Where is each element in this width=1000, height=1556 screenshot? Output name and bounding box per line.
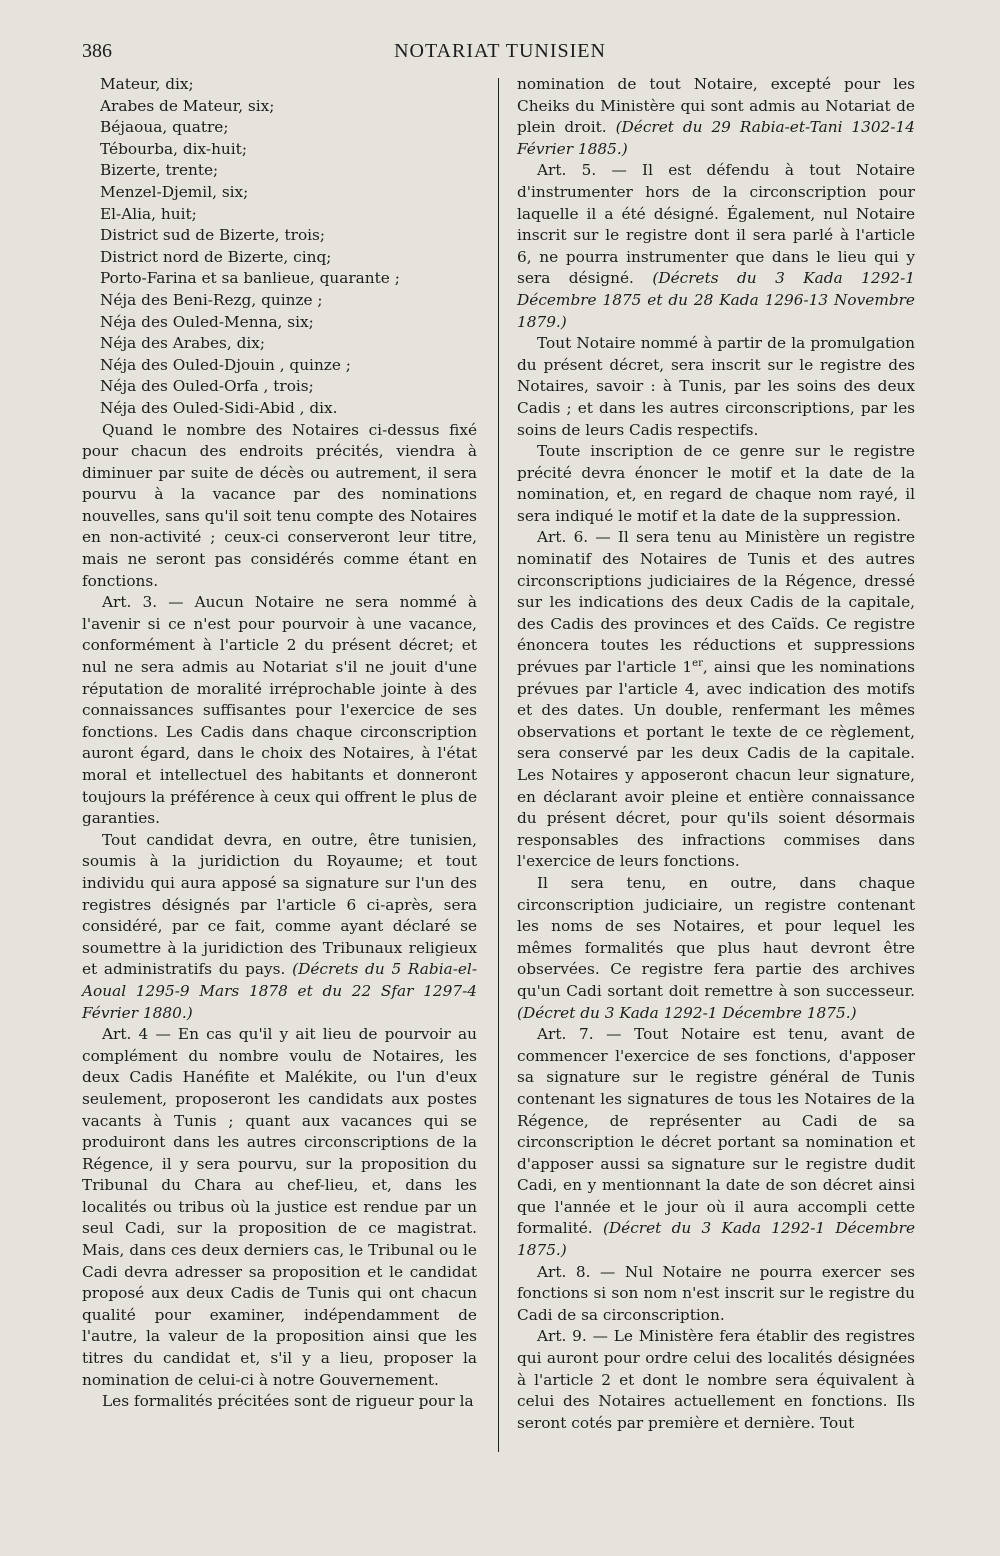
paragraph-il-sera xyxy=(517,873,915,1024)
left-column xyxy=(82,74,477,1413)
list-item: Arabes de Mateur, six; xyxy=(100,96,275,115)
list-item: Mateur, dix; xyxy=(100,75,194,93)
list-item: Néja des Beni-Rezg, quinze ; xyxy=(100,290,323,309)
list-item: Bizerte, trente; xyxy=(100,161,219,180)
right-column xyxy=(517,74,915,1434)
paragraph-text: Art. 7. — Tout Notaire est tenu, avant de commencer l'exercice de ses fonctions, d'apposer sa signature sur le registre général de Tunis contenant les signatures de tous les Notaires de la Régence, de représenter au Cadi de sa circonscription le décret portant sa nomination et d'apposer aussi sa signature sur le registre dudit Cadi, en y mentionnant la date de son décret ainsi que l'année et le jour où il aura accompli cette formalité. xyxy=(517,1025,915,1238)
paragraph-tout-candidat xyxy=(82,830,477,1024)
decree-reference: (Décrets du 3 Kada 1292-1 Décembre 1875 et du 28 Kada 1296-13 Novembre 1879.) xyxy=(517,269,915,331)
article-3: Art. 3. — Aucun Notaire ne sera nommé à l'avenir si ce n'est pour pourvoir à une vacance, conformément à l'article 2 du présent décret; et nul ne sera admis au Notariat s'il ne jouit d'une réputation de moralité irréprochable jointe à des connaissances suffisantes pour l'exercice de ses fonctions. Les Cadis dans chaque circonscription auront égard, dans le choix des Notaires, à l'état moral et intellectuel des habitants et donneront toujours la préférence à ceux qui offrent le plus de garanties. xyxy=(82,593,477,828)
list-item: Porto-Farina et sa banlieue, quarante ; xyxy=(100,269,400,288)
article-9: Art. 9. — Le Ministère fera établir des registres qui auront pour ordre celui des localités désignées à l'article 2 et dont le nombre sera équivalent à celui des Notaires actuellement en fonctions. Ils seront cotés par première et dernière. Tout xyxy=(517,1327,915,1432)
paragraph-continuation xyxy=(517,74,915,160)
list-item: Béjaoua, quatre; xyxy=(100,118,229,137)
article-4: Art. 4 — En cas qu'il y ait lieu de pourvoir au complément du nombre voulu de Notaires, les deux Cadis Hanéfite et Malékite, ou l'un d'eux seulement, proposeront les candidats aux postes vacants à Tunis ; quant aux vacances qui se produiront dans les autres circonscriptions de la Régence, il y sera pourvu, sur la proposition du Tribunal du Chara au chef-lieu, et, dans les localités ou tribus où la justice est rendue par un seul Cadi, sur la proposition de ce magistrat. Mais, dans ces deux derniers cas, le Tribunal ou le Cadi devra adresser sa proposition et le candidat proposé aux deux Cadis de Tunis qui ont chacun qualité pour examiner, indépendamment de l'autre, la valeur de la proposition ainsi que les titres du candidat et, s'il y a lieu, proposer la nomination de celui-ci à notre Gouvernement. xyxy=(82,1025,477,1389)
list-item: District sud de Bizerte, trois; xyxy=(100,226,326,245)
paragraph-quand: Quand le nombre des Notaires ci-dessus fixé pour chacun des endroits précités, viendra à diminuer par suite de décès ou autrement, il sera pourvu à la vacance par des nominations nouvelles, sans qu'il soit tenu compte des Notaires en non-activité ; ceux-ci conserveront leur titre, mais ne seront pas considérés comme étant en fonctions. xyxy=(82,420,477,590)
list-item: Tébourba, dix-huit; xyxy=(100,139,247,158)
decree-reference: (Décret du 29 Rabia-et-Tani 1302-14 Février 1885.) xyxy=(517,118,915,158)
paragraph-tout-notaire: Tout Notaire nommé à partir de la promulgation du présent décret, sera inscrit sur le registre des Notaires, savoir : à Tunis, par les soins des deux Cadis ; et dans les autres circonscriptions, par les soins de leurs Cadis respectifs. xyxy=(517,334,915,439)
list-item: Néja des Ouled-Menna, six; xyxy=(100,312,314,331)
paragraph-text: Il sera tenu, en outre, dans chaque circonscription judiciaire, un registre contenant les noms de ses Notaires, et pour lequel les mêmes formalités que plus haut devront être observées. Ce registre fera partie des archives qu'un Cadi sortant doit remettre à son successeur. xyxy=(517,873,915,1000)
paragraph-toute-inscription: Toute inscription de ce genre sur le registre précité devra énoncer le motif et la date de la nomination, et, en regard de chaque nom rayé, il sera indiqué le motif et la date de la suppression. xyxy=(517,442,915,525)
paragraph-text: , ainsi que les nominations prévues par l'article 4, avec indication des motifs et des dates. Un double, renfermant les mêmes observations et portant le texte de ce règlement, sera conservé par les deux Cadis de la capitale. Les Notaires y apposeront chacun leur signature, en déclarant avoir pleine et entière connaissance du présent décret, pour qu'ils soient désormais responsables des infractions commises dans l'exercice de leurs fonctions. xyxy=(517,658,915,871)
article-5 xyxy=(517,160,915,333)
paragraph-text: Art. 5. — Il est défendu à tout Notaire d'instrumenter hors de la circonscription pour laquelle il a été désigné. Également, nul Notaire inscrit sur le registre dont il sera parlé à l'article 6, ne pourra instrumenter que dans le lieu qui y sera désigné. xyxy=(517,161,915,288)
list-item: El-Alia, huit; xyxy=(100,204,197,223)
paragraph-text: Tout candidat devra, en outre, être tunisien, soumis à la juridiction du Royaume; et tout individu qui aura apposé sa signature sur l'un des registres désignés par l'article 6 ci-après, sera considéré, par ce fait, comme ayant déclaré se soumettre à la juridiction des Tribunaux religieux et administratifs du pays. xyxy=(82,830,477,979)
list-item: Néja des Arabes, dix; xyxy=(100,334,266,353)
page-number: 386 xyxy=(82,40,112,62)
localities-list xyxy=(82,74,477,420)
paragraph-text: Art. 6. — Il sera tenu au Ministère un registre nominatif des Notaires de Tunis et des autres circonscriptions judiciaires de la Régence, dressé sur les indications des deux Cadis de la capitale, des Cadis des provinces et des Caïds. Ce registre énoncera toutes les réductions et suppressions prévues par l'article 1 xyxy=(517,528,915,677)
paragraph-text: nomination de tout Notaire, excepté pour les Cheiks du Ministère qui sont admis au Notariat de plein droit. xyxy=(517,75,915,137)
superscript: er xyxy=(692,657,703,669)
decree-reference: (Décret du 3 Kada 1292-1 Décembre 1875.) xyxy=(517,1219,915,1260)
article-8: Art. 8. — Nul Notaire ne pourra exercer ses fonctions si son nom n'est inscrit sur le registre du Cadi de sa circonscription. xyxy=(517,1262,915,1324)
list-item: Menzel-Djemil, six; xyxy=(100,182,249,201)
list-item: District nord de Bizerte, cinq; xyxy=(100,247,332,266)
paragraph-formalites: Les formalités précitées sont de rigueur pour la xyxy=(102,1392,474,1411)
decree-reference: (Décret du 3 Kada 1292-1 Décembre 1875.) xyxy=(517,1003,857,1022)
article-6 xyxy=(517,527,915,873)
column-divider xyxy=(498,78,499,1452)
list-item: Néja des Ouled-Orfa , trois; xyxy=(100,377,314,396)
decree-reference: (Décrets du 5 Rabia-el-Aoual 1295-9 Mars 1878 et du 22 Sfar 1297-4 Février 1880.) xyxy=(82,960,477,1022)
list-item: Néja des Ouled-Djouin , quinze ; xyxy=(100,355,351,374)
list-item: Néja des Ouled-Sidi-Abid , dix. xyxy=(100,398,338,417)
article-7 xyxy=(517,1024,915,1262)
running-head: NOTARIAT TUNISIEN xyxy=(394,40,606,62)
